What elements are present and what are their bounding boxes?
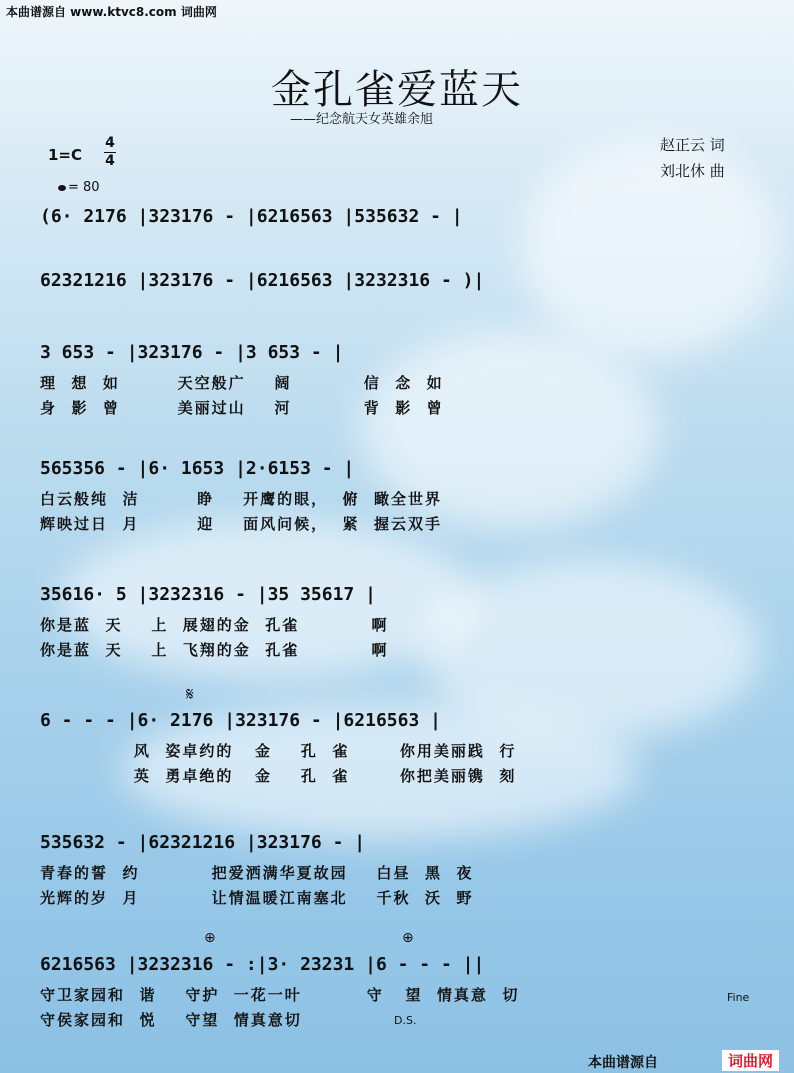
notation-row: 535632 - |62321216 |323176 - |	[40, 831, 366, 853]
tempo-value: = 80	[68, 180, 100, 195]
lyric-verse-1: 青春的誓 约 把爱洒满华夏故园 白昼 黑 夜	[40, 864, 474, 882]
segno-icon: 𝄋	[186, 684, 194, 705]
footer-site-logo[interactable]: 词曲网	[722, 1050, 779, 1071]
lyric-verse-1: 白云般纯 洁 睁 开鹰的眼， 俯 瞰全世界	[40, 490, 443, 508]
time-top: 4	[105, 135, 115, 151]
dal-segno-mark: D.S.	[394, 1014, 417, 1027]
lyricist-credit: 赵正云 词	[660, 136, 725, 154]
lyric-verse-2: 英 勇卓绝的 金 孔 雀 你把美丽镌 刻	[40, 767, 517, 785]
lyric-verse-1: 你是蓝 天 上 展翅的金 孔雀 啊	[40, 616, 389, 634]
cloud	[520, 140, 780, 360]
time-bottom: 4	[105, 153, 115, 169]
notation-row: 6 - - - |6· 2176 |323176 - |6216563 |	[40, 709, 441, 731]
lyric-verse-1: 风 姿卓约的 金 孔 雀 你用美丽践 行	[40, 742, 517, 760]
notation-row: 3 653 - |323176 - |3 653 - |	[40, 341, 344, 363]
footer-source: 本曲谱源自	[588, 1055, 658, 1071]
notation-row: (6· 2176 |323176 - |6216563 |535632 - |	[40, 205, 463, 227]
time-signature	[104, 136, 116, 169]
lyric-verse-2: 身 影 曾 美丽过山 河 背 影 曾	[40, 399, 444, 417]
notation-row: 62321216 |323176 - |6216563 |3232316 - )|	[40, 269, 485, 291]
composer-credit: 刘北休 曲	[660, 162, 725, 180]
notation-row: 6216563 |3232316 - :|3· 23231 |6 - - - ||	[40, 953, 485, 975]
fine-mark: Fine	[727, 991, 750, 1004]
lyric-verse-1: 理 想 如 天空般广 阔 信 念 如	[40, 374, 444, 392]
lyric-verse-2: 辉映过日 月 迎 面风问候， 紧 握云双手	[40, 515, 443, 533]
lyric-verse-2: 光辉的岁 月 让情温暖江南塞北 千秋 沃 野	[40, 889, 474, 907]
lyric-verse-2: 守侯家园和 悦 守望 情真意切	[40, 1011, 302, 1029]
source-header: 本曲谱源自 www.ktvc8.com 词曲网	[6, 5, 217, 19]
tempo-mark	[58, 180, 100, 195]
song-title: 金孔雀爱蓝天	[271, 67, 523, 113]
coda-icon: ⊕	[402, 930, 414, 946]
coda-icon: ⊕	[204, 930, 216, 946]
song-subtitle: ——纪念航天女英雄余旭	[290, 112, 434, 127]
key-signature: 1=C	[48, 146, 83, 164]
lyric-verse-1: 守卫家园和 谐 守护 一花一叶 守 望 情真意 切	[40, 986, 520, 1004]
lyric-verse-2: 你是蓝 天 上 飞翔的金 孔雀 啊	[40, 641, 389, 659]
quarter-note-icon	[58, 185, 66, 191]
notation-row: 565356 - |6· 1653 |2·6153 - |	[40, 457, 355, 479]
notation-row: 35616· 5 |3232316 - |35 35617 |	[40, 583, 376, 605]
